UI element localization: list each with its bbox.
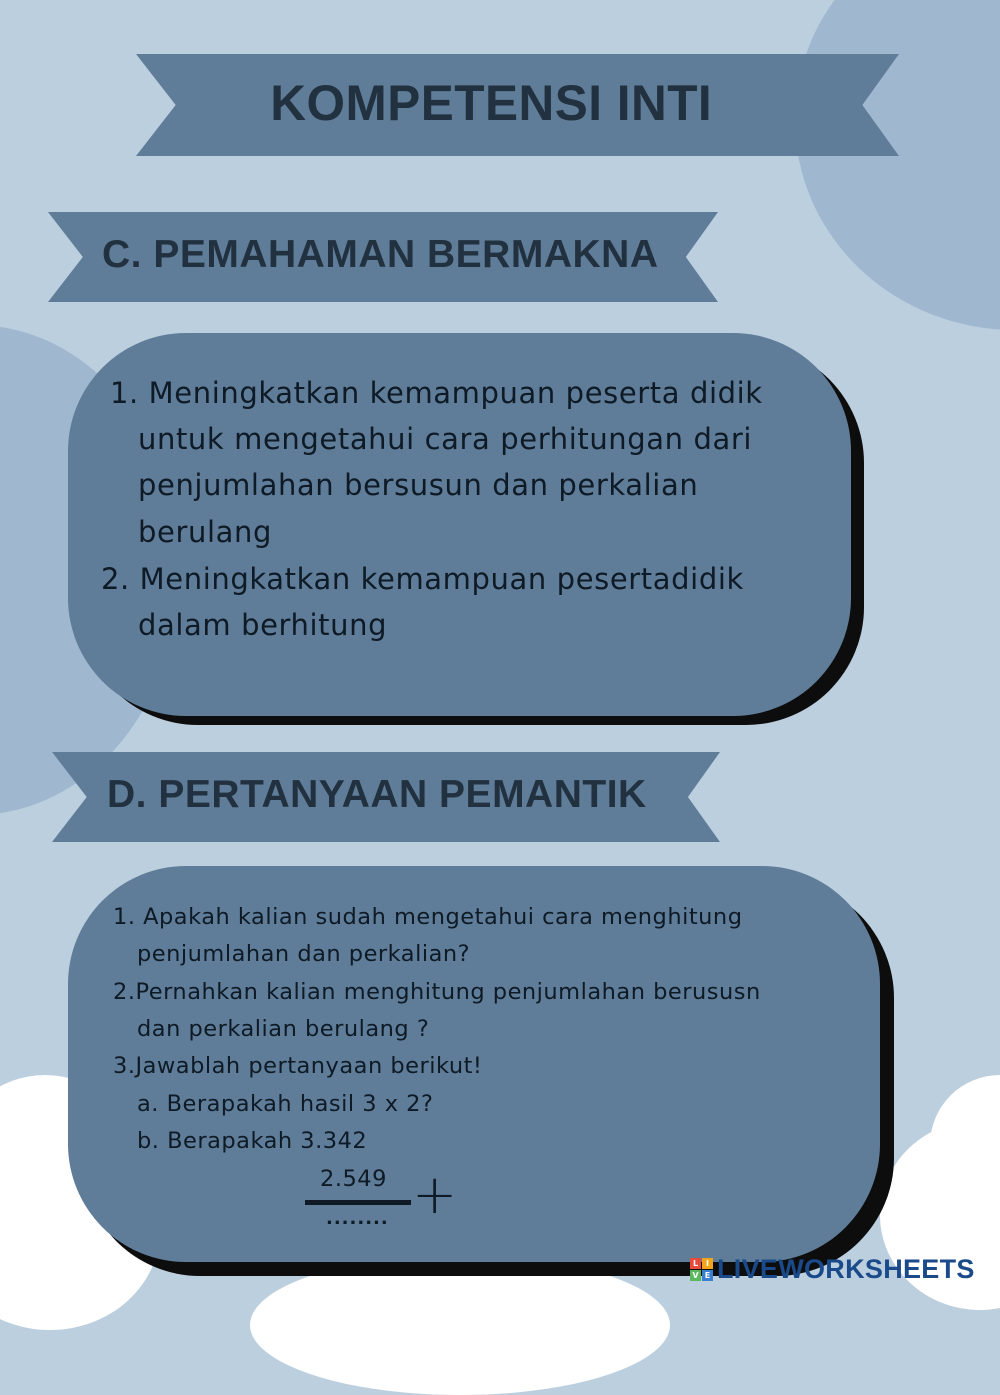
list-item: dan perkalian berulang ?	[137, 1016, 430, 1042]
liveworksheets-icon	[690, 1258, 713, 1281]
sum-line	[305, 1200, 411, 1205]
list-item: b. Berapakah 3.342	[137, 1128, 368, 1154]
list-item: 1. Apakah kalian sudah mengetahui cara menghitung	[113, 904, 743, 930]
decor-circle-top-right	[795, 0, 1000, 330]
section-c-title: C. PEMAHAMAN BERMAKNA	[102, 233, 659, 276]
section-d-title: D. PERTANYAAN PEMANTIK	[107, 773, 647, 816]
addend-value: 2.549	[320, 1166, 387, 1192]
brand-name: LIVEWORKSHEETS	[717, 1253, 975, 1284]
cloud-bottom	[250, 1255, 670, 1395]
answer-blank[interactable]: ........	[326, 1208, 389, 1229]
list-item: 2. Meningkatkan kemampuan pesertadidik	[101, 562, 744, 596]
list-item: penjumlahan dan perkalian?	[137, 941, 471, 967]
list-item: berulang	[138, 515, 272, 549]
list-item: 2.Pernahkan kalian menghitung penjumlahan berususn	[113, 979, 761, 1005]
list-item: a. Berapakah hasil 3 x 2?	[137, 1091, 434, 1117]
plus-sign: +	[412, 1163, 458, 1226]
logo-letter: E	[702, 1270, 713, 1281]
list-item: 1. Meningkatkan kemampuan peserta didik	[110, 376, 763, 410]
liveworksheets-logo	[690, 1254, 975, 1284]
list-item: penjumlahan bersusun dan perkalian	[138, 468, 699, 502]
logo-letter: V	[690, 1270, 701, 1281]
list-item: dalam berhitung	[138, 608, 388, 642]
page-title: KOMPETENSI INTI	[270, 75, 713, 131]
logo-letter: I	[702, 1258, 713, 1269]
list-item: untuk mengetahui cara perhitungan dari	[138, 422, 753, 456]
logo-letter: L	[690, 1258, 701, 1269]
list-item: 3.Jawablah pertanyaan berikut!	[113, 1053, 483, 1079]
